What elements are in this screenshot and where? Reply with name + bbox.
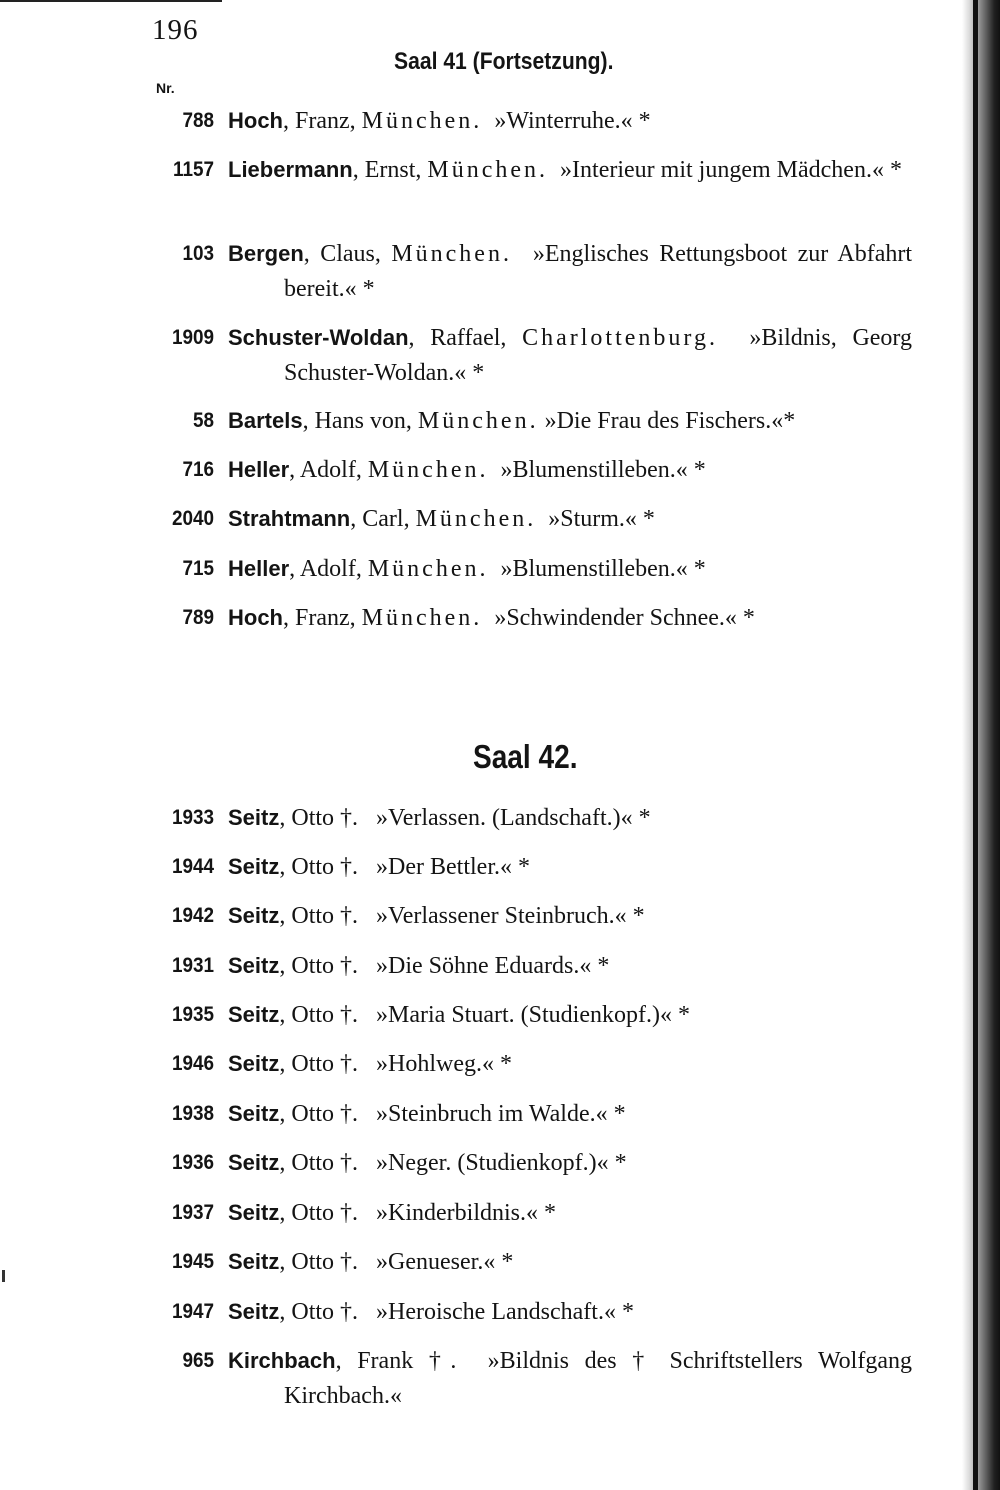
place: München. — [367, 556, 489, 582]
artist-details: , Ernst, — [352, 157, 428, 183]
artwork-title: »Winterruhe.« * — [494, 108, 651, 134]
entry-number: 58 — [192, 409, 214, 432]
entry-number: 1933 — [171, 806, 214, 829]
artwork-title: »Interieur mit jungem Mädchen.« * — [560, 157, 902, 183]
place: München. — [367, 457, 489, 483]
artwork-title: »Schwindender Schnee.« * — [494, 605, 755, 631]
place: München. — [361, 108, 483, 134]
artist-name: Liebermann — [228, 157, 353, 182]
artist-name: Hoch — [228, 108, 283, 133]
entry-number: 1909 — [171, 326, 214, 349]
artist-name: Schuster-Woldan — [228, 325, 409, 350]
catalog-entry — [150, 1294, 912, 1330]
artist-name: Bartels — [228, 408, 303, 433]
entry-number: 1946 — [171, 1052, 214, 1075]
artist-name: Seitz — [228, 1299, 280, 1324]
catalog-entry — [150, 1343, 912, 1414]
artist-name: Seitz — [228, 805, 280, 830]
artist-details: , Otto †. — [279, 805, 359, 831]
catalog-entry — [150, 320, 912, 391]
entry-number: 716 — [182, 458, 214, 481]
catalog-entry — [150, 1046, 912, 1082]
artist-name: Seitz — [228, 854, 280, 879]
entry-number: 1944 — [171, 855, 214, 878]
artwork-title: »Bildnis, Georg Schuster-Woldan.« * — [284, 325, 912, 386]
artist-name: Strahtmann — [228, 506, 351, 531]
artist-details: , Franz, — [283, 605, 362, 631]
artist-details: , Otto †. — [279, 1150, 359, 1176]
catalog-entry — [150, 898, 912, 934]
entry-number: 1945 — [171, 1250, 214, 1273]
entry-number: 2040 — [171, 507, 214, 530]
artist-name: Hoch — [228, 605, 283, 630]
artwork-title: »Die Söhne Eduards.« * — [376, 953, 610, 979]
artwork-title: »Maria Stuart. (Studienkopf.)« * — [376, 1002, 690, 1028]
artist-name: Seitz — [228, 1200, 280, 1225]
artist-name: Seitz — [228, 1101, 280, 1126]
section-heading-saal-41: Saal 41 (Fortsetzung). — [394, 48, 614, 75]
catalog-entry — [150, 600, 912, 636]
catalog-entry — [150, 997, 912, 1033]
artist-name: Seitz — [228, 953, 280, 978]
section-heading-saal-42: Saal 42. — [473, 738, 578, 775]
artist-name: Seitz — [228, 1051, 280, 1076]
catalog-entry — [150, 152, 912, 188]
artwork-title: »Englisches Rettungsboot zur Abfahrt bereit.« * — [284, 241, 913, 302]
artwork-title: »Genueser.« * — [376, 1249, 514, 1275]
entry-number: 965 — [182, 1349, 214, 1372]
artist-details: , Carl, — [350, 506, 416, 532]
artwork-title: »Sturm.« * — [548, 506, 655, 532]
artist-details: , Otto †. — [279, 1051, 359, 1077]
page-edge-line — [973, 0, 978, 1490]
catalog-entry — [150, 800, 912, 836]
page-edge-shadow — [962, 0, 1000, 1490]
entry-number: 1931 — [171, 954, 214, 977]
place: München. — [415, 506, 537, 532]
artist-name: Bergen — [228, 241, 304, 266]
artist-name: Heller — [228, 457, 290, 482]
artist-name: Seitz — [228, 1002, 280, 1027]
artist-details: , Adolf, — [289, 556, 368, 582]
place: München. — [417, 408, 539, 434]
entry-number: 715 — [182, 557, 214, 580]
entry-number: 1947 — [171, 1300, 214, 1323]
artist-name: Seitz — [228, 1249, 280, 1274]
catalog-entry — [150, 452, 912, 488]
artist-details: , Claus, — [303, 241, 392, 267]
catalog-entry — [150, 1145, 912, 1181]
entry-number: 1942 — [171, 904, 214, 927]
artist-details: , Otto †. — [279, 1249, 359, 1275]
artwork-title: »Verlassen. (Landschaft.)« * — [376, 805, 651, 831]
artist-details: , Adolf, — [289, 457, 368, 483]
place: München. — [361, 605, 483, 631]
artwork-title: »Blumenstilleben.« * — [500, 457, 706, 483]
entry-number: 1936 — [171, 1151, 214, 1174]
place: München. — [427, 157, 549, 183]
artist-name: Seitz — [228, 903, 280, 928]
entry-number: 788 — [182, 109, 214, 132]
entry-number: 1938 — [171, 1102, 214, 1125]
artwork-title: »Kinderbildnis.« * — [376, 1200, 557, 1226]
catalog-entry — [150, 103, 912, 139]
catalog-entry — [150, 849, 912, 885]
entry-number: 1157 — [172, 158, 214, 181]
artist-details: , Otto †. — [279, 854, 359, 880]
artist-details: , Otto †. — [279, 1299, 359, 1325]
artwork-title: »Die Frau des Fischers.«* — [544, 408, 796, 434]
artist-details: , Otto †. — [279, 1101, 359, 1127]
place: Charlottenburg. — [522, 325, 718, 351]
page-number: 196 — [152, 14, 199, 46]
place: München. — [391, 241, 512, 267]
catalog-entry — [150, 948, 912, 984]
artwork-title: »Bildnis des † Schriftstellers Wolfgang Kirchbach.« — [284, 1348, 912, 1409]
artist-details: , Hans von, — [302, 408, 418, 434]
catalog-entry — [150, 501, 912, 537]
entry-number: 1937 — [171, 1201, 214, 1224]
entry-number: 1935 — [171, 1003, 214, 1026]
artist-details: , Frank †. — [335, 1348, 457, 1374]
catalog-entry — [150, 551, 912, 587]
artist-details: , Franz, — [283, 108, 362, 134]
artwork-title: »Der Bettler.« * — [376, 854, 530, 880]
artist-details: , Otto †. — [279, 953, 359, 979]
artwork-title: »Hohlweg.« * — [376, 1051, 513, 1077]
artwork-title: »Heroische Landschaft.« * — [376, 1299, 634, 1325]
catalog-entry — [150, 236, 912, 307]
artist-name: Seitz — [228, 1150, 280, 1175]
nr-column-label: Nr. — [156, 80, 175, 96]
catalog-entry — [150, 1096, 912, 1132]
margin-mark — [2, 1270, 5, 1282]
artwork-title: »Steinbruch im Walde.« * — [376, 1101, 626, 1127]
artwork-title: »Verlassener Steinbruch.« * — [376, 903, 645, 929]
artist-name: Kirchbach — [228, 1348, 336, 1373]
catalog-entry — [150, 1244, 912, 1280]
entry-number: 103 — [182, 242, 214, 265]
catalog-entry — [150, 403, 912, 439]
artist-details: , Otto †. — [279, 1200, 359, 1226]
entry-number: 789 — [182, 606, 214, 629]
artwork-title: »Blumenstilleben.« * — [500, 556, 706, 582]
top-rule — [0, 0, 222, 2]
artist-details: , Otto †. — [279, 903, 359, 929]
artist-name: Heller — [228, 556, 290, 581]
artist-details: , Otto †. — [279, 1002, 359, 1028]
catalog-entry — [150, 1195, 912, 1231]
artwork-title: »Neger. (Studienkopf.)« * — [376, 1150, 627, 1176]
artist-details: , Raffael, — [408, 325, 523, 351]
